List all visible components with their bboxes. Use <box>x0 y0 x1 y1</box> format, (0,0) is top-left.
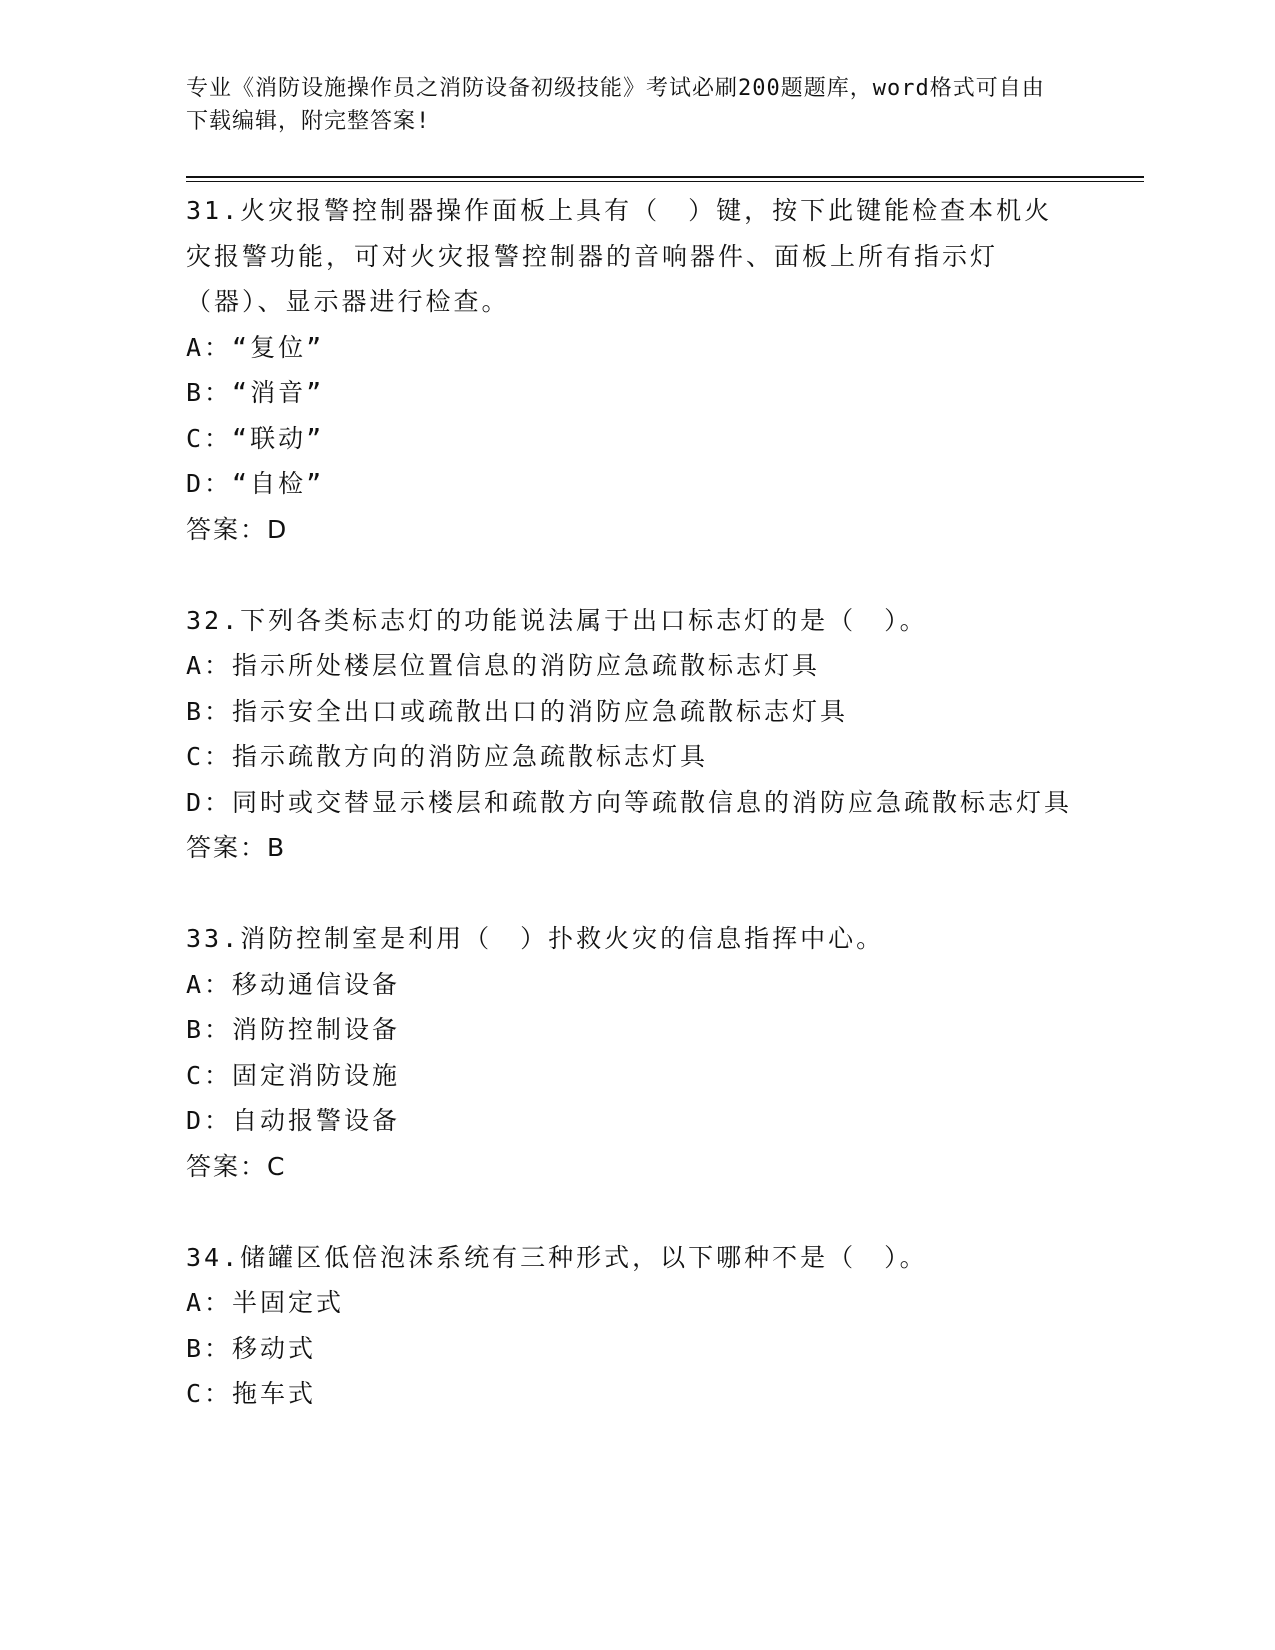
option-d: D：“自检” <box>186 469 325 498</box>
question-stem: 34.储罐区低倍泡沫系统有三种形式，以下哪种不是（ ）。 <box>186 1242 928 1272</box>
option-a: A：移动通信设备 <box>186 969 401 999</box>
option-d: D：同时或交替显示楼层和疏散方向等疏散信息的消防应急疏散标志灯具 <box>186 787 1073 817</box>
option-a: A：指示所处楼层位置信息的消防应急疏散标志灯具 <box>186 651 821 680</box>
header-divider-thin <box>186 181 1144 182</box>
question-spacer <box>186 1189 1076 1235</box>
header-divider-thick <box>186 176 1144 178</box>
question-list <box>186 188 1076 1417</box>
option-c: C：固定消防设施 <box>186 1060 401 1090</box>
option-b: B：指示安全出口或疏散出口的消防应急疏散标志灯具 <box>186 696 849 726</box>
option-c: C：拖车式 <box>186 1379 317 1408</box>
question-stem: 31.火灾报警控制器操作面板上具有（ ）键，按下此键能检查本机火灾报警功能，可对火灾报警控制器的音响器件、面板上所有指示灯（器）、显示器进行检查。 <box>186 196 1053 316</box>
option-a: A：半固定式 <box>186 1288 345 1317</box>
option-c: C：指示疏散方向的消防应急疏散标志灯具 <box>186 742 709 771</box>
question-33 <box>186 916 1076 1189</box>
question-31 <box>186 188 1076 552</box>
option-b: B：移动式 <box>186 1333 317 1363</box>
question-spacer <box>186 871 1076 917</box>
question-32 <box>186 598 1076 871</box>
question-34 <box>186 1235 1076 1417</box>
question-stem: 33.消防控制室是利用（ ）扑救火灾的信息指挥中心。 <box>186 924 885 953</box>
option-d: D：自动报警设备 <box>186 1106 401 1135</box>
answer-line: 答案：D <box>186 514 289 544</box>
option-b: B：“消音” <box>186 378 325 407</box>
question-stem: 32.下列各类标志灯的功能说法属于出口标志灯的是（ ）。 <box>186 605 928 635</box>
answer-line: 答案：C <box>186 1151 287 1181</box>
option-c: C：“联动” <box>186 423 325 453</box>
answer-line: 答案：B <box>186 833 287 862</box>
question-spacer <box>186 552 1076 598</box>
option-b: B：消防控制设备 <box>186 1015 401 1044</box>
document-header <box>186 72 1066 138</box>
header-intro: 专业《消防设施操作员之消防设备初级技能》考试必刷200题题库，word格式可自由下载编辑，附完整答案! <box>186 76 1045 134</box>
option-a: A：“复位” <box>186 332 325 362</box>
